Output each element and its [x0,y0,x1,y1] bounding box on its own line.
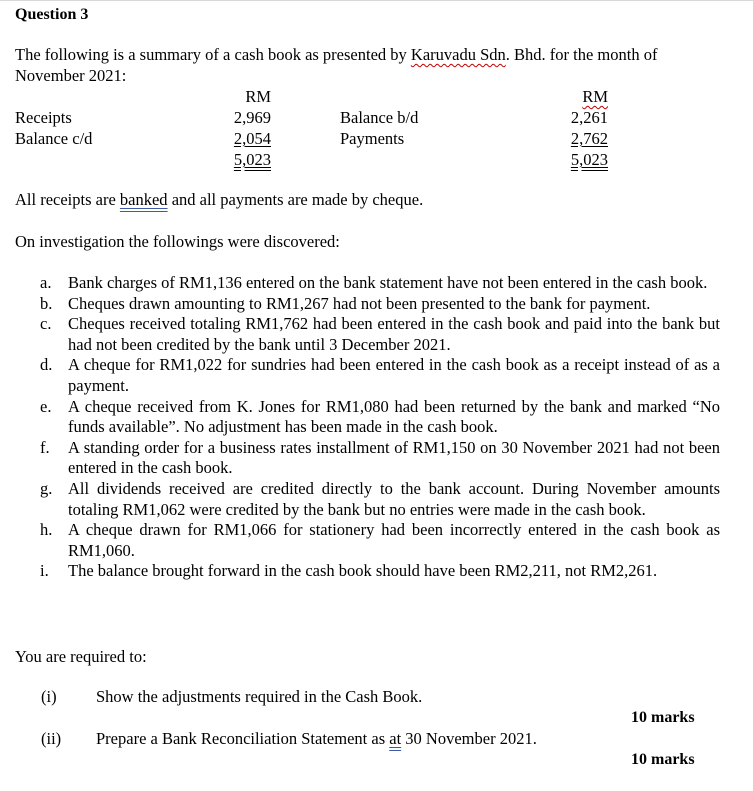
intro-line-2: November 2021: [15,66,127,85]
list-item-label: e. [40,396,52,416]
task-2-text [96,729,537,749]
intro-text-post: . Bhd. for the month of [505,45,658,64]
cashbook-left-amount-balance-cd [211,129,271,149]
discovery-list [40,273,720,582]
list-item-label: a. [40,273,52,292]
list-item-text: A standing order for a business rates installment of RM1,150 on 30 November 2021 had not been entered in the cash book. [68,437,720,478]
list-item-text: A cheque drawn for RM1,066 for stationery had been incorrectly entered in the cash book as RM1,060. [68,520,720,560]
cashbook-left-currency: RM [245,87,271,106]
task-2-text-at: at [389,729,402,748]
cashbook-left-label-receipts: Receipts [15,108,72,127]
list-item [40,314,720,355]
list-item-text: Cheques drawn amounting to RM1,267 had not been presented to the bank for payment. [68,293,651,313]
list-item-label: f. [40,437,50,457]
cashbook-right-label-payments: Payments [340,129,405,148]
cashbook-right-amount-payments-value: 2,762 [570,129,608,148]
list-item-text: A cheque received from K. Jones for RM1,080 had been returned by the bank and marked “No funds available”. No adjustment has been made in the cash book. [68,396,720,437]
list-item-text: A cheque for RM1,022 for sundries had been entered in the cash book as a receipt instead of as a payment. [68,355,720,395]
cashbook-left-amount-receipts: 2,969 [233,108,271,127]
list-item [40,438,720,479]
investigation-line: On investigation the followings were discovered: [15,232,340,251]
cashbook-left-label-balance-cd: Balance c/d [15,129,93,148]
list-item-label: c. [40,314,52,334]
list-item [40,561,720,582]
list-item [40,294,720,315]
task-1-number: (i) [41,687,57,706]
list-item-text: All dividends received are credited directly to the bank account. During November amounts totaling RM1,062 were credited by the bank but no entries were made in the cash book. [68,478,720,519]
task-1-marks: 10 marks [631,709,695,726]
list-item [40,479,720,520]
task-2-marks: 10 marks [631,751,695,768]
statement-post: and all payments are made by cheque. [167,190,424,209]
list-item [40,397,720,438]
cashbook-right-label-balance-bd: Balance b/d [340,108,419,127]
cashbook-right-currency: RM [582,87,608,106]
list-item-label: d. [40,355,53,375]
list-item-label: i. [40,561,49,581]
statement-banked: banked [119,190,168,209]
task-2-text-pre: Prepare a Bank Reconciliation Statement as [96,729,390,748]
cashbook-left-amount-balance-cd-value: 2,054 [233,129,271,148]
company-name: Karuvadu Sdn [410,45,506,64]
list-item-label: g. [40,478,53,498]
statement-pre: All receipts are [15,190,120,209]
list-item-text: The balance brought forward in the cash book should have been RM2,211, not RM2,261. [68,561,658,581]
list-item [40,355,720,396]
cashbook-right-amount-payments [548,129,608,149]
list-item-text: Cheques received totaling RM1,762 had been entered in the cash book and paid into the bank but had not been credited by the bank until 3 December 2021. [68,314,720,354]
list-item-label: b. [40,293,53,313]
cashbook-left-total-value: 5,023 [233,150,271,169]
cashbook-right-amount-balance-bd: 2,261 [570,108,608,127]
list-item-text: Bank charges of RM1,136 entered on the bank statement have not been entered in the cash book. [68,273,708,292]
cashbook-right-total-value: 5,023 [570,150,608,169]
cashbook-right-total [548,150,608,170]
required-line: You are required to: [15,647,147,666]
list-item-label: h. [40,520,53,540]
list-item [40,273,720,294]
page-top-border [0,0,753,4]
intro-text-pre: The following is a summary of a cash book as presented by [15,45,411,64]
question-title: Question 3 [15,6,89,23]
statement-line [15,190,423,210]
task-1-text: Show the adjustments required in the Cash Book. [96,687,423,706]
task-2-number: (ii) [41,729,62,748]
list-item [40,520,720,561]
intro-line-1 [15,45,657,65]
task-2-text-post: 30 November 2021. [401,729,537,748]
cashbook-left-total [211,150,271,170]
